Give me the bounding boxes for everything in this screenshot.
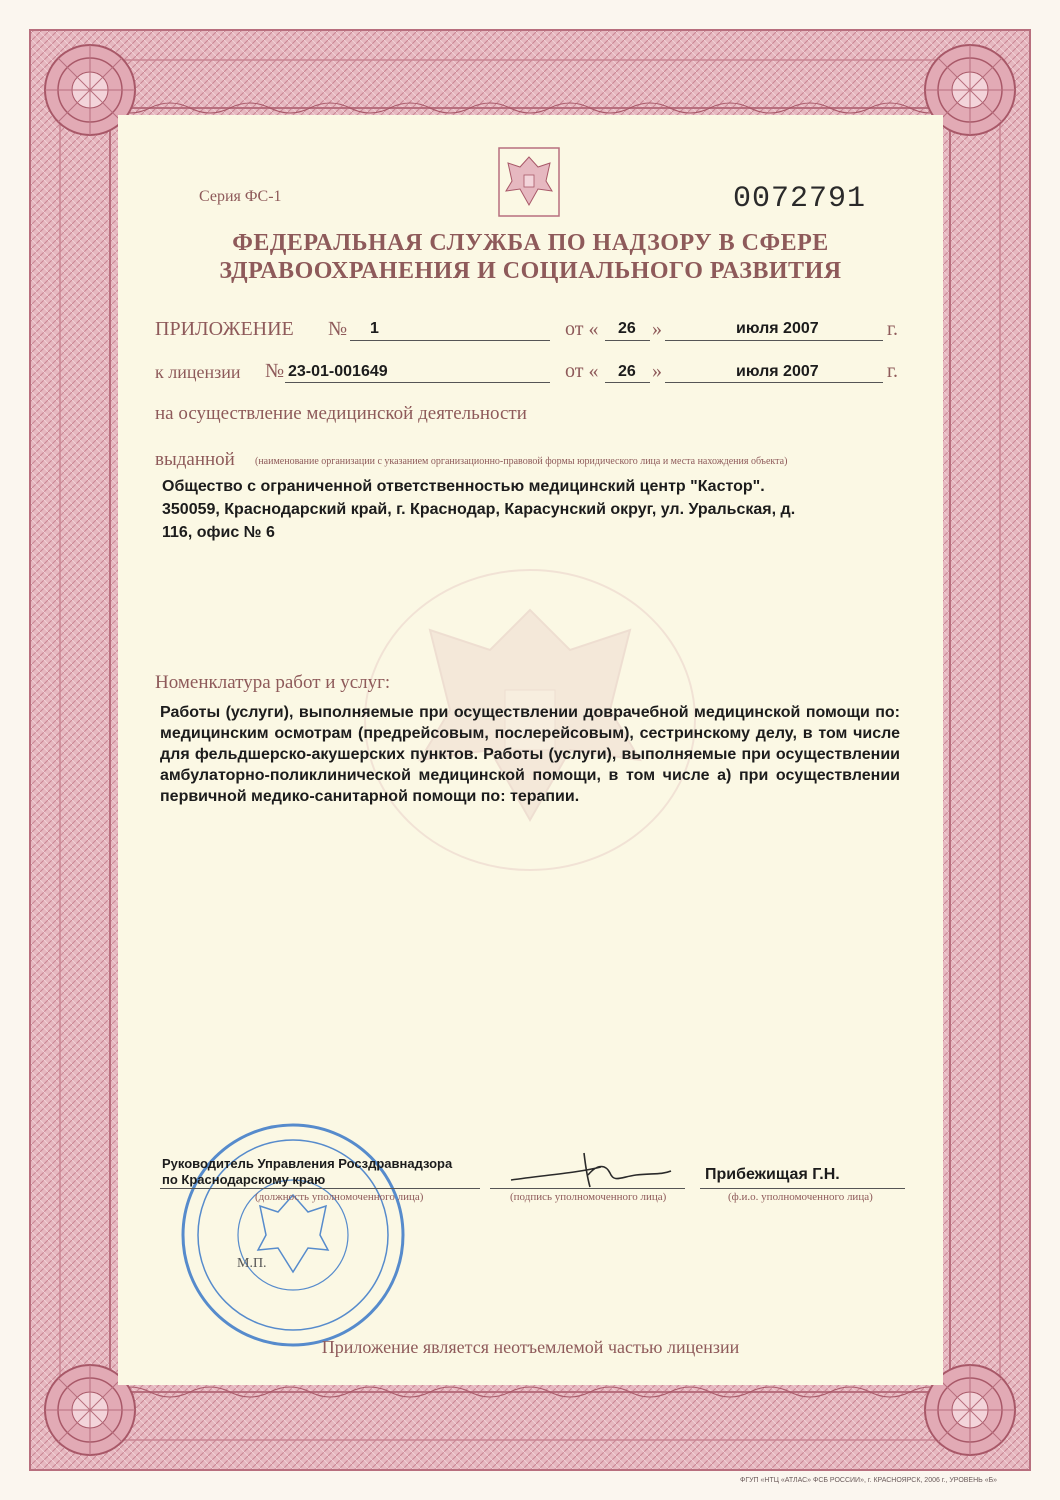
license-month-year: июля 2007 (736, 363, 819, 380)
license-no-sign: № (265, 360, 285, 382)
footer-note: Приложение является неотъемлемой частью лицензии (321, 1337, 740, 1357)
activity-text: на осуществление медицинской деятельности (155, 403, 527, 424)
org-address-line1: 350059, Краснодарский край, г. Краснодар, Карасунский округ, ул. Уральская, д. (162, 501, 796, 518)
series-label: Серия ФС-1 (199, 188, 282, 205)
license-day: 26 (618, 363, 636, 380)
org-address-line2: 116, офис № 6 (162, 524, 275, 541)
signer-position-line2: по Краснодарскому краю (162, 1172, 326, 1187)
license-number: 23-01-001649 (288, 363, 388, 380)
org-name-line: Общество с ограниченной ответственностью медицинский центр "Кастор". (162, 478, 765, 495)
license-label: к лицензии (155, 362, 241, 382)
appendix-month-year: июля 2007 (736, 320, 819, 337)
position-hint: (должность уполномоченного лица) (255, 1191, 424, 1203)
appendix-from-label: от « (565, 318, 599, 340)
appendix-no-sign: № (328, 318, 348, 340)
license-from-label: от « (565, 360, 599, 382)
agency-title-line1: ФЕДЕРАЛЬНАЯ СЛУЖБА ПО НАДЗОРУ В СФЕРЕ (232, 230, 829, 256)
printer-imprint: ФГУП «НТЦ «АТЛАС» ФСБ РОССИИ», г. КРАСНОЯРСК, 2006 г., УРОВЕНЬ «Б» (740, 1477, 998, 1484)
license-year-suffix: г. (887, 360, 898, 382)
stamp-seal-icon (178, 1120, 408, 1350)
appendix-number: 1 (370, 320, 379, 337)
coat-of-arms-icon (498, 147, 560, 217)
name-hint: (ф.и.о. уполномоченного лица) (728, 1191, 873, 1203)
appendix-day: 26 (618, 320, 636, 337)
nomenclature-label: Номенклатура работ и услуг: (155, 672, 391, 693)
appendix-year-suffix: г. (887, 318, 898, 340)
signature-hint: (подпись уполномоченного лица) (510, 1191, 667, 1203)
seal-place-label: М.П. (237, 1256, 267, 1271)
signer-name: Прибежищая Г.Н. (705, 1166, 840, 1183)
issued-label: выданной (155, 449, 235, 470)
agency-title-line2: ЗДРАВООХРАНЕНИЯ И СОЦИАЛЬНОГО РАЗВИТИЯ (219, 258, 842, 284)
form-number: 0072791 (733, 182, 867, 216)
signature-icon (506, 1145, 676, 1190)
license-close-quote: » (652, 360, 662, 382)
appendix-close-quote: » (652, 318, 662, 340)
nomenclature-text: Работы (услуги), выполняемые при осуществлении доврачебной медицинской помощи по: медицинским осмотрам (предрейсовым, послерейсовым), сестринскому делу, в том числе для фельдшерско-акушерских пунктов. Работы (услуги), выполняемые при осуществлении амбулаторно-поликлинической медицинской помощи, в том числе а) при осуществлении первичной медико-санитарной помощи по: терапии. (160, 704, 900, 805)
appendix-label: ПРИЛОЖЕНИЕ (155, 318, 294, 340)
issued-hint: (наименование организации с указанием организационно-правовой формы юридического лица и места нахождения объекта) (255, 456, 788, 467)
signer-position-line1: Руководитель Управления Росздравнадзора (162, 1156, 453, 1171)
